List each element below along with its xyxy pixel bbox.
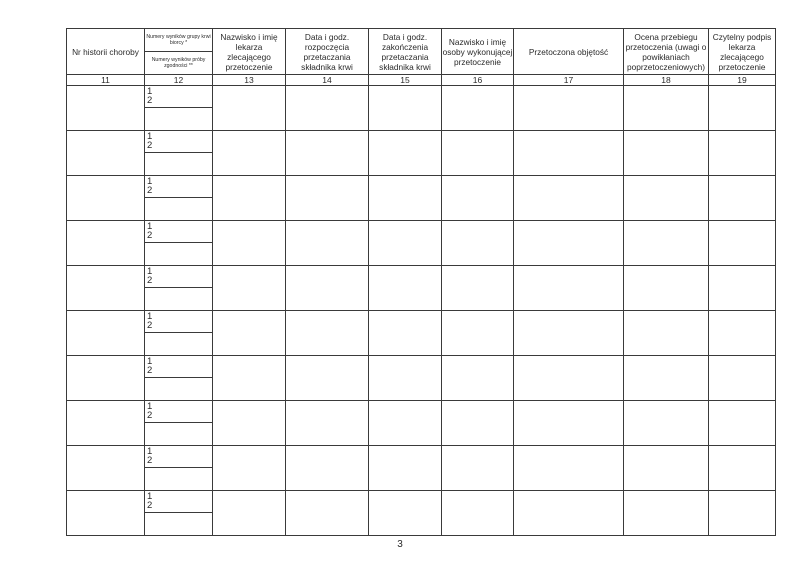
cell-ordering-physician[interactable] [213,446,286,491]
cell-ordering-physician[interactable] [213,311,286,356]
row-marker-2: 2 [147,140,153,151]
cell-ordering-physician[interactable] [213,401,286,446]
column-number: 15 [369,75,442,86]
row-marker-1: 1 [147,356,153,367]
row-marker-1: 1 [147,266,153,277]
result-number-entry[interactable] [145,446,212,490]
row-marker-2: 2 [147,410,153,421]
row-marker-1: 1 [147,311,153,322]
cell-end-time[interactable] [369,491,442,536]
cell-record-number[interactable] [67,311,145,356]
cell-volume[interactable] [514,131,624,176]
row-marker-2: 2 [147,455,153,466]
cell-divider [145,467,212,468]
header-medical-record-number: Nr historii choroby [67,29,145,75]
row-marker-1: 1 [147,86,153,97]
header-performing-person: Nazwisko i imię osoby wykonującej przetoczenie [442,29,514,75]
header-row [67,29,776,75]
header-compatibility-results: Numery wyników próby zgodności ** [145,51,212,74]
cell-signature[interactable] [709,401,776,446]
cell-performing-person[interactable] [442,446,514,491]
cell-performing-person[interactable] [442,176,514,221]
cell-ordering-physician[interactable] [213,131,286,176]
row-marker-1: 1 [147,491,153,502]
row-marker-2: 2 [147,500,153,511]
cell-ordering-physician[interactable] [213,86,286,131]
cell-result-numbers[interactable] [145,86,213,131]
header-transfusion-assessment: Ocena przebiegu przetoczenia (uwagi o powikłaniach poprzetoczeniowych) [624,29,709,75]
cell-record-number[interactable] [67,491,145,536]
table-row [67,221,776,266]
result-number-entry[interactable] [145,491,212,535]
result-number-entry[interactable] [145,176,212,220]
cell-result-numbers[interactable] [145,131,213,176]
cell-record-number[interactable] [67,401,145,446]
header-transfused-volume: Przetoczona objętość [514,29,624,75]
result-number-entry[interactable] [145,356,212,400]
table-row [67,401,776,446]
result-number-entry[interactable] [145,266,212,310]
table-row [67,311,776,356]
cell-end-time[interactable] [369,266,442,311]
cell-start-time[interactable] [286,131,369,176]
cell-result-numbers[interactable] [145,401,213,446]
table-row [67,491,776,536]
cell-assessment[interactable] [624,356,709,401]
cell-divider [145,107,212,108]
cell-start-time[interactable] [286,266,369,311]
cell-end-time[interactable] [369,446,442,491]
cell-start-time[interactable] [286,401,369,446]
row-marker-1: 1 [147,401,153,412]
cell-signature[interactable] [709,356,776,401]
cell-divider [145,152,212,153]
table-row [67,266,776,311]
row-marker-2: 2 [147,185,153,196]
cell-signature[interactable] [709,221,776,266]
cell-record-number[interactable] [67,176,145,221]
column-number: 13 [213,75,286,86]
cell-volume[interactable] [514,356,624,401]
cell-start-time[interactable] [286,86,369,131]
cell-start-time[interactable] [286,311,369,356]
cell-result-numbers[interactable] [145,311,213,356]
column-number: 16 [442,75,514,86]
cell-assessment[interactable] [624,446,709,491]
cell-start-time[interactable] [286,491,369,536]
cell-end-time[interactable] [369,401,442,446]
cell-assessment[interactable] [624,401,709,446]
cell-result-numbers[interactable] [145,446,213,491]
cell-signature[interactable] [709,266,776,311]
cell-signature[interactable] [709,446,776,491]
cell-ordering-physician[interactable] [213,356,286,401]
column-number: 17 [514,75,624,86]
cell-end-time[interactable] [369,221,442,266]
cell-ordering-physician[interactable] [213,491,286,536]
cell-record-number[interactable] [67,131,145,176]
table-row [67,446,776,491]
cell-divider [145,197,212,198]
cell-end-time[interactable] [369,356,442,401]
header-blood-group-results: Numery wyników grupy krwi biorcy * [146,34,211,46]
result-number-entry[interactable] [145,401,212,445]
cell-signature[interactable] [709,86,776,131]
cell-end-time[interactable] [369,176,442,221]
cell-assessment[interactable] [624,221,709,266]
cell-divider [145,242,212,243]
cell-performing-person[interactable] [442,491,514,536]
result-number-entry[interactable] [145,221,212,265]
cell-start-time[interactable] [286,356,369,401]
cell-result-numbers[interactable] [145,176,213,221]
row-marker-1: 1 [147,176,153,187]
cell-performing-person[interactable] [442,221,514,266]
cell-assessment[interactable] [624,131,709,176]
cell-record-number[interactable] [67,446,145,491]
cell-signature[interactable] [709,131,776,176]
cell-result-numbers[interactable] [145,491,213,536]
column-number: 12 [145,75,213,86]
row-marker-2: 2 [147,320,153,331]
cell-divider [145,287,212,288]
cell-volume[interactable] [514,176,624,221]
transfusion-record-table [66,28,776,536]
cell-signature[interactable] [709,311,776,356]
cell-volume[interactable] [514,266,624,311]
cell-signature[interactable] [709,491,776,536]
cell-assessment[interactable] [624,86,709,131]
cell-end-time[interactable] [369,86,442,131]
cell-signature[interactable] [709,176,776,221]
column-number: 18 [624,75,709,86]
header-physician-signature: Czytelny podpis lekarza zlecającego przetoczenie [709,29,776,75]
page-number: 3 [397,539,403,550]
row-marker-1: 1 [147,446,153,457]
table-row [67,176,776,221]
cell-start-time[interactable] [286,176,369,221]
cell-performing-person[interactable] [442,311,514,356]
cell-result-numbers[interactable] [145,266,213,311]
cell-end-time[interactable] [369,131,442,176]
column-number: 11 [67,75,145,86]
cell-record-number[interactable] [67,266,145,311]
cell-start-time[interactable] [286,221,369,266]
cell-volume[interactable] [514,221,624,266]
cell-record-number[interactable] [67,221,145,266]
cell-start-time[interactable] [286,446,369,491]
table-row [67,86,776,131]
cell-divider [145,377,212,378]
row-marker-2: 2 [147,230,153,241]
cell-volume[interactable] [514,446,624,491]
cell-divider [145,422,212,423]
header-transfusion-start: Data i godz. rozpoczęcia przetaczania składnika krwi [286,29,369,75]
cell-divider [145,332,212,333]
column-number: 19 [709,75,776,86]
column-number-row [67,75,776,86]
cell-performing-person[interactable] [442,401,514,446]
cell-volume[interactable] [514,311,624,356]
header-transfusion-end: Data i godz. zakończenia przetaczania składnika krwi [369,29,442,75]
cell-performing-person[interactable] [442,131,514,176]
result-number-entry[interactable] [145,86,212,130]
row-marker-2: 2 [147,275,153,286]
row-marker-2: 2 [147,365,153,376]
result-number-entry[interactable] [145,311,212,355]
cell-volume[interactable] [514,491,624,536]
cell-result-numbers[interactable] [145,356,213,401]
cell-divider [145,512,212,513]
row-marker-1: 1 [147,221,153,232]
header-ordering-physician: Nazwisko i imię lekarza zlecającego przetoczenie [213,29,286,75]
cell-record-number[interactable] [67,356,145,401]
row-marker-1: 1 [147,131,153,142]
cell-result-numbers[interactable] [145,221,213,266]
cell-assessment[interactable] [624,176,709,221]
table-row [67,356,776,401]
row-marker-2: 2 [147,95,153,106]
cell-ordering-physician[interactable] [213,266,286,311]
cell-ordering-physician[interactable] [213,221,286,266]
column-number: 14 [286,75,369,86]
cell-end-time[interactable] [369,311,442,356]
header-result-numbers [145,29,213,75]
cell-performing-person[interactable] [442,356,514,401]
cell-performing-person[interactable] [442,86,514,131]
cell-volume[interactable] [514,401,624,446]
cell-assessment[interactable] [624,491,709,536]
result-number-entry[interactable] [145,131,212,175]
table-row [67,131,776,176]
cell-volume[interactable] [514,86,624,131]
cell-record-number[interactable] [67,86,145,131]
cell-assessment[interactable] [624,311,709,356]
cell-assessment[interactable] [624,266,709,311]
cell-ordering-physician[interactable] [213,176,286,221]
cell-performing-person[interactable] [442,266,514,311]
